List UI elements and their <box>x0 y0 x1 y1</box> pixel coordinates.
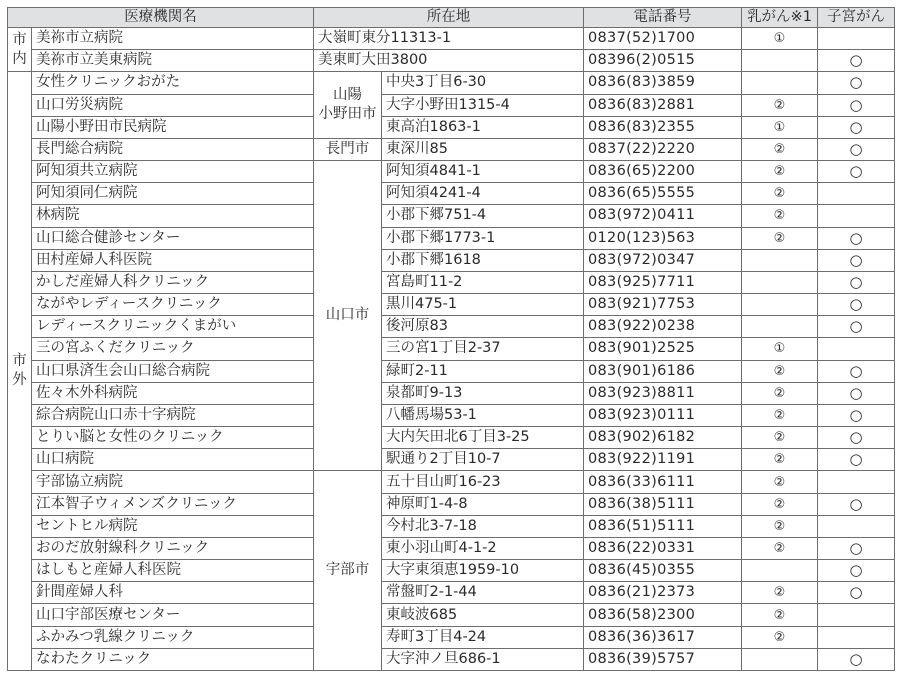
header-phone: 電話番号 <box>584 8 742 28</box>
table-row <box>8 449 895 471</box>
phone-number: 0836(83)3859 <box>584 72 742 94</box>
cervical-cancer-mark <box>818 28 895 50</box>
institution-name: ふかみつ乳線クリニック <box>32 626 314 648</box>
address: 中央3丁目6-30 <box>382 72 584 94</box>
cervical-cancer-mark: ○ <box>818 360 895 382</box>
phone-number: 0836(65)2200 <box>584 161 742 183</box>
address: 大内矢田北6丁目3-25 <box>382 427 584 449</box>
breast-cancer-mark <box>742 72 818 94</box>
institution-name: 針間産婦人科 <box>32 582 314 604</box>
breast-cancer-mark: ② <box>742 360 818 382</box>
header-cervical-cancer: 子宮がん <box>818 8 895 28</box>
breast-cancer-mark: ② <box>742 582 818 604</box>
header-breast-cancer: 乳がん※1 <box>742 8 818 28</box>
institution-name: レディースクリニックくまがい <box>32 316 314 338</box>
region-char: 外 <box>12 372 27 389</box>
institution-name: 宇部協立病院 <box>32 471 314 493</box>
institution-name: 長門総合病院 <box>32 138 314 160</box>
table-row <box>8 161 895 183</box>
region-char: 市 <box>12 353 27 370</box>
table-row <box>8 404 895 426</box>
table-row <box>8 582 895 604</box>
institution-name: はしもと産婦人科医院 <box>32 560 314 582</box>
phone-number: 0836(39)5757 <box>584 648 742 670</box>
breast-cancer-mark <box>742 316 818 338</box>
cervical-cancer-mark <box>818 471 895 493</box>
phone-number: 083(922)0238 <box>584 316 742 338</box>
table-row <box>8 205 895 227</box>
table-row <box>8 294 895 316</box>
breast-cancer-mark: ② <box>742 471 818 493</box>
address: 駅通り2丁目10-7 <box>382 449 584 471</box>
table-row <box>8 537 895 559</box>
header-location: 所在地 <box>314 8 584 28</box>
table-row <box>8 227 895 249</box>
cervical-cancer-mark: ○ <box>818 50 895 72</box>
phone-number: 0836(33)6111 <box>584 471 742 493</box>
phone-number: 0836(83)2355 <box>584 116 742 138</box>
breast-cancer-mark: ② <box>742 183 818 205</box>
address: 三の宮1丁目2-37 <box>382 338 584 360</box>
phone-number: 0836(45)0355 <box>584 560 742 582</box>
phone-number: 083(902)6182 <box>584 427 742 449</box>
breast-cancer-mark <box>742 249 818 271</box>
breast-cancer-mark: ② <box>742 626 818 648</box>
cervical-cancer-mark: ○ <box>818 161 895 183</box>
table-row <box>8 94 895 116</box>
address: 大字沖ノ旦686-1 <box>382 648 584 670</box>
institution-name: ながやレディースクリニック <box>32 294 314 316</box>
phone-number: 0836(36)3617 <box>584 626 742 648</box>
medical-institutions-table <box>7 7 895 671</box>
address: 大字東須恵1959-10 <box>382 560 584 582</box>
institution-name: なわたクリニック <box>32 648 314 670</box>
institution-name: 山陽小野田市民病院 <box>32 116 314 138</box>
breast-cancer-mark <box>742 560 818 582</box>
table-row <box>8 515 895 537</box>
cervical-cancer-mark: ○ <box>818 72 895 94</box>
phone-number: 083(925)7711 <box>584 271 742 293</box>
cervical-cancer-mark <box>818 604 895 626</box>
institution-name: とりい脳と女性のクリニック <box>32 427 314 449</box>
institution-name: おのだ放射線科クリニック <box>32 537 314 559</box>
header-row <box>8 8 895 28</box>
cervical-cancer-mark: ○ <box>818 404 895 426</box>
address: 緑町2-11 <box>382 360 584 382</box>
phone-number: 083(922)1191 <box>584 449 742 471</box>
institution-name: 美祢市立病院 <box>32 28 314 50</box>
address: 東深川85 <box>382 138 584 160</box>
cervical-cancer-mark: ○ <box>818 560 895 582</box>
phone-number: 0837(52)1700 <box>584 28 742 50</box>
phone-number: 08396(2)0515 <box>584 50 742 72</box>
institution-name: 江本智子ウィメンズクリニック <box>32 493 314 515</box>
phone-number: 083(923)8811 <box>584 382 742 404</box>
table-row <box>8 183 895 205</box>
breast-cancer-mark <box>742 271 818 293</box>
table-row <box>8 626 895 648</box>
phone-number: 0836(51)5111 <box>584 515 742 537</box>
address: 寿町3丁目4-24 <box>382 626 584 648</box>
region-inside-city <box>8 28 32 72</box>
region-outside-city <box>8 72 32 671</box>
region-char: 市 <box>12 31 27 48</box>
address: 宮島町11-2 <box>382 271 584 293</box>
phone-number: 0836(83)2881 <box>584 94 742 116</box>
institution-name: 美祢市立美東病院 <box>32 50 314 72</box>
address: 小郡下郷1618 <box>382 249 584 271</box>
institution-name: 阿知須共立病院 <box>32 161 314 183</box>
table-row <box>8 560 895 582</box>
address: 八幡馬場53-1 <box>382 404 584 426</box>
address: 今村北3-7-18 <box>382 515 584 537</box>
cervical-cancer-mark <box>818 205 895 227</box>
table-row <box>8 72 895 94</box>
table-row <box>8 471 895 493</box>
phone-number: 0120(123)563 <box>584 227 742 249</box>
institution-name: 山口労災病院 <box>32 94 314 116</box>
city-ube: 宇部市 <box>314 471 382 671</box>
table-row <box>8 116 895 138</box>
address: 神原町1-4-8 <box>382 493 584 515</box>
cervical-cancer-mark: ○ <box>818 382 895 404</box>
cervical-cancer-mark <box>818 626 895 648</box>
city-sanyo-onoda <box>314 72 382 139</box>
institution-name: 綜合病院山口赤十字病院 <box>32 404 314 426</box>
cervical-cancer-mark <box>818 183 895 205</box>
phone-number: 0836(21)2373 <box>584 582 742 604</box>
cervical-cancer-mark: ○ <box>818 227 895 249</box>
breast-cancer-mark: ① <box>742 338 818 360</box>
cervical-cancer-mark: ○ <box>818 271 895 293</box>
address: 常盤町2-1-44 <box>382 582 584 604</box>
phone-number: 0836(38)5111 <box>584 493 742 515</box>
institution-name: セントヒル病院 <box>32 515 314 537</box>
address: 美東町大田3800 <box>314 50 584 72</box>
breast-cancer-mark: ② <box>742 138 818 160</box>
address: 阿知須4241-4 <box>382 183 584 205</box>
phone-number: 083(901)6186 <box>584 360 742 382</box>
breast-cancer-mark: ② <box>742 449 818 471</box>
cervical-cancer-mark: ○ <box>818 316 895 338</box>
breast-cancer-mark: ② <box>742 537 818 559</box>
phone-number: 0836(65)5555 <box>584 183 742 205</box>
address: 五十目山町16-23 <box>382 471 584 493</box>
institution-name: 三の宮ふくだクリニック <box>32 338 314 360</box>
table-row <box>8 493 895 515</box>
cervical-cancer-mark <box>818 515 895 537</box>
table-row <box>8 382 895 404</box>
breast-cancer-mark: ② <box>742 161 818 183</box>
region-char: 内 <box>12 50 27 67</box>
cervical-cancer-mark: ○ <box>818 249 895 271</box>
phone-number: 083(972)0347 <box>584 249 742 271</box>
institution-name: 林病院 <box>32 205 314 227</box>
institution-name: かしだ産婦人科クリニック <box>32 271 314 293</box>
cervical-cancer-mark: ○ <box>818 582 895 604</box>
cervical-cancer-mark: ○ <box>818 116 895 138</box>
table-row <box>8 28 895 50</box>
address: 小郡下郷1773-1 <box>382 227 584 249</box>
phone-number: 083(921)7753 <box>584 294 742 316</box>
city-line: 小野田市 <box>318 106 377 123</box>
breast-cancer-mark: ② <box>742 493 818 515</box>
address: 後河原83 <box>382 316 584 338</box>
table-row <box>8 50 895 72</box>
breast-cancer-mark: ② <box>742 227 818 249</box>
breast-cancer-mark: ② <box>742 205 818 227</box>
table-row <box>8 648 895 670</box>
cervical-cancer-mark: ○ <box>818 427 895 449</box>
city-nagato: 長門市 <box>314 138 382 160</box>
address: 阿知須4841-1 <box>382 161 584 183</box>
breast-cancer-mark: ① <box>742 116 818 138</box>
table-row <box>8 138 895 160</box>
institution-name: 山口病院 <box>32 449 314 471</box>
address: 大字小野田1315-4 <box>382 94 584 116</box>
cervical-cancer-mark: ○ <box>818 94 895 116</box>
city-yamaguchi: 山口市 <box>314 161 382 471</box>
cervical-cancer-mark: ○ <box>818 493 895 515</box>
institution-name: 山口県済生会山口総合病院 <box>32 360 314 382</box>
cervical-cancer-mark: ○ <box>818 138 895 160</box>
breast-cancer-mark: ② <box>742 382 818 404</box>
phone-number: 083(923)0111 <box>584 404 742 426</box>
table-row <box>8 271 895 293</box>
institution-name: 田村産婦人科医院 <box>32 249 314 271</box>
phone-number: 0837(22)2220 <box>584 138 742 160</box>
cervical-cancer-mark: ○ <box>818 449 895 471</box>
breast-cancer-mark <box>742 294 818 316</box>
breast-cancer-mark: ② <box>742 94 818 116</box>
table-row <box>8 360 895 382</box>
cervical-cancer-mark: ○ <box>818 294 895 316</box>
address: 東小羽山町4-1-2 <box>382 537 584 559</box>
address: 小郡下郷751-4 <box>382 205 584 227</box>
phone-number: 0836(58)2300 <box>584 604 742 626</box>
table-row <box>8 338 895 360</box>
breast-cancer-mark <box>742 50 818 72</box>
cervical-cancer-mark: ○ <box>818 648 895 670</box>
cervical-cancer-mark: ○ <box>818 537 895 559</box>
address: 東岐波685 <box>382 604 584 626</box>
breast-cancer-mark: ① <box>742 28 818 50</box>
header-name: 医療機関名 <box>8 8 314 28</box>
table-row <box>8 427 895 449</box>
phone-number: 083(901)2525 <box>584 338 742 360</box>
institution-name: 山口宇部医療センター <box>32 604 314 626</box>
table-row <box>8 249 895 271</box>
breast-cancer-mark: ② <box>742 427 818 449</box>
address: 東高泊1863-1 <box>382 116 584 138</box>
institution-name: 山口総合健診センター <box>32 227 314 249</box>
address: 泉都町9-13 <box>382 382 584 404</box>
breast-cancer-mark <box>742 648 818 670</box>
phone-number: 083(972)0411 <box>584 205 742 227</box>
breast-cancer-mark: ② <box>742 404 818 426</box>
table-row <box>8 604 895 626</box>
institution-name: 女性クリニックおがた <box>32 72 314 94</box>
breast-cancer-mark: ② <box>742 515 818 537</box>
institution-name: 阿知須同仁病院 <box>32 183 314 205</box>
institution-name: 佐々木外科病院 <box>32 382 314 404</box>
phone-number: 0836(22)0331 <box>584 537 742 559</box>
address: 黒川475-1 <box>382 294 584 316</box>
table-row <box>8 316 895 338</box>
city-line: 山陽 <box>333 87 362 104</box>
breast-cancer-mark: ② <box>742 604 818 626</box>
address: 大嶺町東分11313-1 <box>314 28 584 50</box>
cervical-cancer-mark <box>818 338 895 360</box>
